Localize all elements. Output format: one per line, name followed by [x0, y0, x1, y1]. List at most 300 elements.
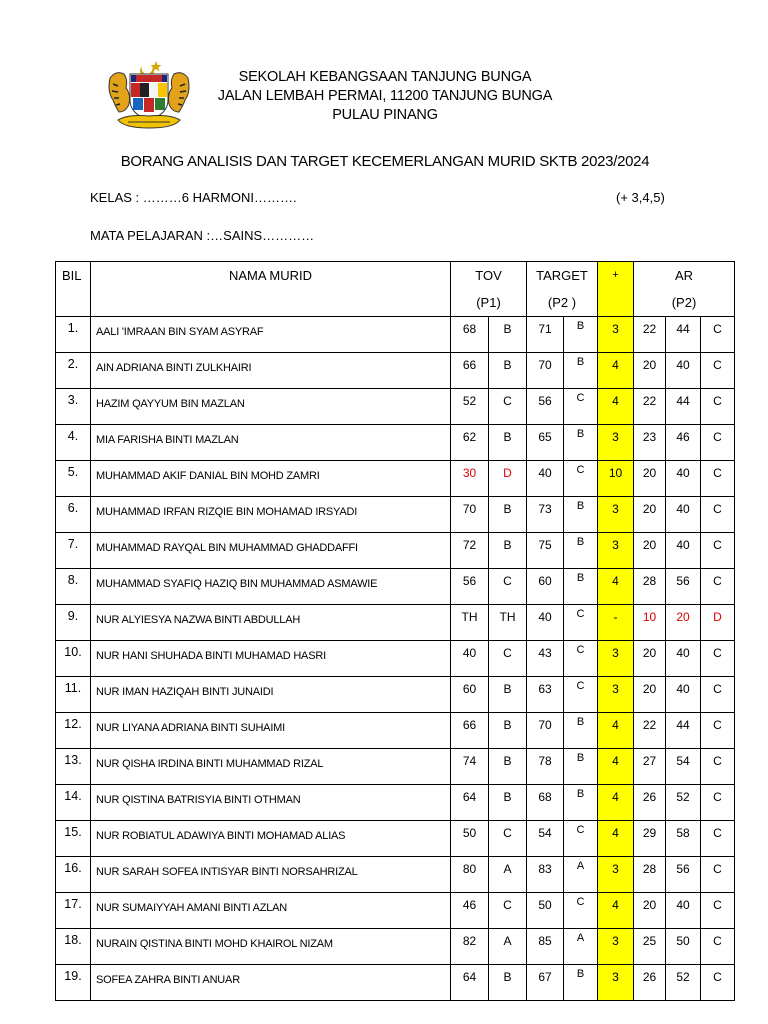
student-name-cell — [91, 893, 451, 929]
target-grade: C — [576, 896, 585, 908]
plus-increment-cell — [598, 605, 634, 641]
ar-percent-cell — [666, 749, 701, 785]
student-name: MUHAMMAD IRFAN RIZQIE BIN MOHAMAD IRSYADI — [96, 506, 358, 518]
student-name: SOFEA ZAHRA BINTI ANUAR — [96, 974, 240, 986]
row-number: 9. — [67, 609, 79, 623]
tov-mark-cell — [451, 713, 489, 749]
plus-increment-cell — [598, 965, 634, 1001]
row-number-cell — [56, 605, 91, 641]
table-row — [56, 353, 735, 389]
ar-grade: C — [713, 322, 722, 336]
ar-grade: C — [713, 970, 722, 984]
row-number: 6. — [67, 501, 79, 515]
table-row — [56, 569, 735, 605]
tov-mark: 72 — [462, 538, 477, 552]
target-grade: C — [576, 608, 585, 620]
row-number-cell — [56, 641, 91, 677]
ar-percent-cell — [666, 713, 701, 749]
ar-grade-cell — [701, 821, 735, 857]
ar-percent-cell — [666, 569, 701, 605]
student-name: HAZIM QAYYUM BIN MAZLAN — [96, 398, 245, 410]
tov-grade: B — [503, 358, 512, 372]
ar-percent-cell — [666, 641, 701, 677]
tov-mark: 74 — [462, 754, 477, 768]
target-grade: B — [576, 356, 585, 368]
ar-percent-cell — [666, 965, 701, 1001]
header-plus: + — [598, 262, 634, 317]
ar-score-cell — [634, 893, 666, 929]
row-number: 10. — [64, 645, 82, 659]
student-name-cell — [91, 821, 451, 857]
target-mark-cell — [527, 641, 564, 677]
ar-grade: C — [713, 430, 722, 444]
ar-grade: C — [713, 646, 722, 660]
target-grade: B — [576, 752, 585, 764]
ar-percent-cell — [666, 929, 701, 965]
tov-mark-cell — [451, 929, 489, 965]
table-row — [56, 461, 735, 497]
ar-grade-cell — [701, 893, 735, 929]
target-mark-cell — [527, 857, 564, 893]
ar-grade-cell — [701, 713, 735, 749]
ar-percent: 44 — [676, 718, 690, 732]
ar-percent: 50 — [676, 934, 690, 948]
ar-grade: C — [713, 718, 722, 732]
school-address: JALAN LEMBAH PERMAI, 11200 TANJUNG BUNGA — [217, 88, 553, 104]
row-number-cell — [56, 785, 91, 821]
ar-score-cell — [634, 677, 666, 713]
ar-grade: C — [713, 682, 722, 696]
target-grade-cell — [564, 929, 598, 965]
target-mark-cell — [527, 821, 564, 857]
target-mark-cell — [527, 389, 564, 425]
ar-grade: C — [713, 574, 722, 588]
ar-score-cell — [634, 353, 666, 389]
ar-score: 20 — [642, 898, 657, 912]
row-number-cell — [56, 497, 91, 533]
ar-score: 20 — [642, 538, 657, 552]
ar-score-cell — [634, 929, 666, 965]
ar-percent: 40 — [676, 502, 690, 516]
tov-mark: 80 — [462, 862, 477, 876]
class-label: KELAS : ………6 HARMONI………. — [90, 190, 297, 205]
target-mark: 40 — [538, 610, 552, 624]
row-number: 3. — [67, 393, 79, 407]
header-tov-sub: (P1) — [476, 295, 501, 310]
form-title: BORANG ANALISIS DAN TARGET KECEMERLANGAN MURID SKTB 2023/2024 — [120, 153, 650, 170]
target-grade-cell — [564, 389, 598, 425]
student-name: NUR ROBIATUL ADAWIYA BINTI MOHAMAD ALIAS — [96, 830, 346, 842]
row-number-cell — [56, 389, 91, 425]
tov-mark-cell — [451, 389, 489, 425]
target-grade: B — [576, 716, 585, 728]
row-number: 8. — [67, 573, 79, 587]
table-row — [56, 317, 735, 353]
student-name-cell — [91, 605, 451, 641]
row-number: 17. — [64, 897, 82, 911]
ar-grade: C — [713, 394, 722, 408]
tov-grade: B — [503, 718, 512, 732]
tov-grade-cell — [489, 857, 527, 893]
ar-percent-cell — [666, 425, 701, 461]
target-mark: 60 — [538, 574, 552, 588]
ar-grade-cell — [701, 749, 735, 785]
student-name-cell — [91, 317, 451, 353]
ar-grade: C — [713, 898, 722, 912]
plus-increment: 4 — [612, 358, 619, 372]
subject-label: MATA PELAJARAN :…SAINS………… — [90, 228, 315, 243]
target-grade-cell — [564, 605, 598, 641]
tov-mark-cell — [451, 641, 489, 677]
target-mark: 65 — [538, 430, 552, 444]
student-name: MUHAMMAD SYAFIQ HAZIQ BIN MUHAMMAD ASMAWIE — [96, 578, 378, 590]
ar-score-cell — [634, 461, 666, 497]
ar-score-cell — [634, 497, 666, 533]
ar-percent: 40 — [676, 682, 690, 696]
tov-grade: C — [503, 898, 512, 912]
ar-score-cell — [634, 821, 666, 857]
student-name-cell — [91, 965, 451, 1001]
plus-increment: 4 — [612, 718, 619, 732]
target-mark-cell — [527, 461, 564, 497]
tov-mark: 68 — [462, 322, 477, 336]
tov-mark: 52 — [462, 394, 477, 408]
student-name-cell — [91, 353, 451, 389]
ar-grade-cell — [701, 569, 735, 605]
tov-mark-cell — [451, 317, 489, 353]
tov-mark: 56 — [462, 574, 477, 588]
ar-score: 22 — [642, 718, 657, 732]
ar-score-cell — [634, 965, 666, 1001]
student-name: AALI 'IMRAAN BIN SYAM ASYRAF — [96, 326, 264, 338]
row-number: 14. — [64, 789, 82, 803]
target-grade-cell — [564, 749, 598, 785]
target-mark-cell — [527, 605, 564, 641]
target-mark-cell — [527, 569, 564, 605]
header-ar — [634, 262, 735, 317]
row-number: 13. — [64, 753, 82, 767]
row-number: 2. — [67, 357, 79, 371]
tov-mark-cell — [451, 605, 489, 641]
plus-increment-cell — [598, 425, 634, 461]
ar-percent: 56 — [676, 862, 690, 876]
ar-grade-cell — [701, 461, 735, 497]
ar-score-cell — [634, 533, 666, 569]
ar-grade: C — [713, 502, 722, 516]
row-number-cell — [56, 929, 91, 965]
tov-mark: 60 — [462, 682, 477, 696]
plus-increment: 3 — [612, 430, 619, 444]
header-ar-sub: (P2) — [671, 295, 697, 310]
table-row — [56, 533, 735, 569]
ar-grade-cell — [701, 497, 735, 533]
plus-increment-cell — [598, 533, 634, 569]
tov-mark-cell — [451, 533, 489, 569]
table-row — [56, 677, 735, 713]
ar-score: 23 — [642, 430, 657, 444]
ar-score: 26 — [642, 790, 657, 804]
tov-grade-cell — [489, 605, 527, 641]
ar-grade: C — [713, 358, 722, 372]
tov-grade: B — [503, 970, 512, 984]
row-number-cell — [56, 353, 91, 389]
tov-mark-cell — [451, 569, 489, 605]
ar-score-cell — [634, 425, 666, 461]
ar-score: 10 — [642, 610, 657, 624]
row-number-cell — [56, 749, 91, 785]
target-grade-cell — [564, 785, 598, 821]
target-grade-cell — [564, 353, 598, 389]
student-name: NUR SARAH SOFEA INTISYAR BINTI NORSAHRIZAL — [96, 866, 358, 878]
target-grade: B — [576, 788, 585, 800]
plus-increment: - — [613, 610, 618, 624]
student-name: MUHAMMAD RAYQAL BIN MUHAMMAD GHADDAFFI — [96, 542, 358, 554]
target-grade: C — [576, 824, 585, 836]
ar-percent-cell — [666, 389, 701, 425]
row-number-cell — [56, 821, 91, 857]
plus-increment-cell — [598, 677, 634, 713]
ar-score: 20 — [642, 502, 657, 516]
target-mark: 56 — [538, 394, 552, 408]
ar-score: 22 — [642, 394, 657, 408]
tov-grade-cell — [489, 713, 527, 749]
ar-percent: 56 — [676, 574, 690, 588]
header-target-sub: (P2 ) — [547, 295, 577, 310]
table-row — [56, 893, 735, 929]
ar-percent: 44 — [676, 394, 690, 408]
target-mark: 67 — [538, 970, 552, 984]
row-number-cell — [56, 677, 91, 713]
target-mark: 70 — [538, 358, 552, 372]
student-name: NUR QISHA IRDINA BINTI MUHAMMAD RIZAL — [96, 758, 324, 770]
target-mark: 54 — [538, 826, 552, 840]
tov-grade: B — [503, 790, 512, 804]
ar-percent: 44 — [676, 322, 690, 336]
student-name: AIN ADRIANA BINTI ZULKHAIRI — [96, 362, 252, 374]
target-grade: C — [576, 644, 585, 656]
ar-score: 26 — [642, 970, 657, 984]
ar-percent-cell — [666, 785, 701, 821]
student-analysis-table — [55, 261, 735, 1001]
target-mark-cell — [527, 785, 564, 821]
ar-score: 20 — [642, 358, 657, 372]
table-header-row — [56, 262, 735, 317]
ar-percent: 52 — [676, 790, 690, 804]
tov-mark-cell — [451, 353, 489, 389]
ar-score-cell — [634, 569, 666, 605]
target-mark-cell — [527, 677, 564, 713]
ar-grade: C — [713, 466, 722, 480]
tov-mark: 66 — [462, 358, 477, 372]
tov-mark-cell — [451, 497, 489, 533]
row-number-cell — [56, 893, 91, 929]
tov-grade: B — [503, 754, 512, 768]
target-mark: 40 — [538, 466, 552, 480]
tov-mark: 66 — [462, 718, 477, 732]
school-state: PULAU PINANG — [332, 107, 438, 123]
ar-score: 20 — [642, 466, 657, 480]
target-mark: 75 — [538, 538, 552, 552]
target-grade: B — [576, 500, 585, 512]
plus-increment-cell — [598, 389, 634, 425]
ar-grade-cell — [701, 533, 735, 569]
table-row — [56, 605, 735, 641]
tov-grade-cell — [489, 929, 527, 965]
target-mark: 85 — [538, 934, 552, 948]
target-grade-cell — [564, 569, 598, 605]
ar-score-cell — [634, 389, 666, 425]
tov-grade-cell — [489, 533, 527, 569]
tov-grade: C — [503, 646, 512, 660]
tov-mark-cell — [451, 677, 489, 713]
ar-grade-cell — [701, 857, 735, 893]
target-mark-cell — [527, 749, 564, 785]
ar-grade: D — [713, 610, 722, 624]
plus-increment: 3 — [612, 322, 619, 336]
ar-grade: C — [713, 862, 722, 876]
row-number-cell — [56, 317, 91, 353]
target-grade: C — [576, 680, 585, 692]
student-name-cell — [91, 533, 451, 569]
plus-increment: 3 — [612, 646, 619, 660]
target-grade: C — [576, 392, 585, 404]
tov-grade: B — [503, 538, 512, 552]
ar-percent: 20 — [676, 610, 690, 624]
tov-grade: B — [503, 322, 512, 336]
plus-increment-cell — [598, 785, 634, 821]
row-number: 15. — [64, 825, 82, 839]
ar-grade-cell — [701, 929, 735, 965]
plus-increment-cell — [598, 857, 634, 893]
plus-increment: 3 — [612, 538, 619, 552]
target-grade: B — [576, 320, 585, 332]
plus-increment: 4 — [612, 754, 619, 768]
row-number-cell — [56, 533, 91, 569]
row-number-cell — [56, 965, 91, 1001]
tov-grade: B — [503, 502, 512, 516]
plus-increment-cell — [598, 749, 634, 785]
tov-grade-cell — [489, 893, 527, 929]
ar-score-cell — [634, 785, 666, 821]
ar-percent: 40 — [676, 538, 690, 552]
tov-mark-cell — [451, 893, 489, 929]
ar-percent: 58 — [676, 826, 690, 840]
ar-percent-cell — [666, 605, 701, 641]
table-row — [56, 641, 735, 677]
plus-increment-cell — [598, 713, 634, 749]
header-tov-label: TOV — [475, 268, 502, 283]
ar-score-cell — [634, 713, 666, 749]
ar-grade-cell — [701, 965, 735, 1001]
plus-increment: 4 — [612, 826, 619, 840]
target-grade-cell — [564, 713, 598, 749]
header-nama-murid: NAMA MURID — [91, 262, 451, 317]
tov-mark-cell — [451, 821, 489, 857]
tov-grade-cell — [489, 389, 527, 425]
row-number: 12. — [64, 717, 82, 731]
ar-percent: 40 — [676, 466, 690, 480]
plus-increment-cell — [598, 461, 634, 497]
student-name-cell — [91, 749, 451, 785]
target-mark-cell — [527, 425, 564, 461]
plus-increment: 3 — [612, 970, 619, 984]
ar-percent: 52 — [676, 970, 690, 984]
tov-grade: D — [503, 466, 512, 480]
row-number: 4. — [67, 429, 79, 443]
tov-grade-cell — [489, 425, 527, 461]
target-grade: A — [576, 932, 585, 944]
ar-score-cell — [634, 749, 666, 785]
header-target — [527, 262, 598, 317]
plus-increment-cell — [598, 929, 634, 965]
row-number-cell — [56, 857, 91, 893]
target-mark-cell — [527, 893, 564, 929]
plus-increment-cell — [598, 569, 634, 605]
school-header — [160, 68, 610, 125]
ar-percent: 40 — [676, 898, 690, 912]
tov-grade: B — [503, 682, 512, 696]
tov-grade: C — [503, 826, 512, 840]
target-grade-cell — [564, 677, 598, 713]
ar-score: 28 — [642, 862, 657, 876]
ar-grade-cell — [701, 677, 735, 713]
ar-grade: C — [713, 826, 722, 840]
plus-increment-cell — [598, 353, 634, 389]
ar-percent: 46 — [676, 430, 690, 444]
student-name: NURAIN QISTINA BINTI MOHD KHAIROL NIZAM — [96, 938, 333, 950]
row-number: 11. — [64, 681, 82, 695]
ar-grade-cell — [701, 785, 735, 821]
target-mark: 63 — [538, 682, 552, 696]
ar-percent-cell — [666, 677, 701, 713]
ar-score-cell — [634, 317, 666, 353]
student-name: NUR ALYIESYA NAZWA BINTI ABDULLAH — [96, 614, 301, 626]
student-name: NUR LIYANA ADRIANA BINTI SUHAIMI — [96, 722, 285, 734]
ar-score: 29 — [642, 826, 657, 840]
ar-grade-cell — [701, 317, 735, 353]
tov-grade: C — [503, 394, 512, 408]
header-ar-label: AR — [674, 268, 694, 283]
tov-grade-cell — [489, 785, 527, 821]
tov-mark: 62 — [462, 430, 477, 444]
target-grade: B — [576, 968, 585, 980]
plus-increment: 3 — [612, 934, 619, 948]
tov-mark-cell — [451, 749, 489, 785]
ar-grade: C — [713, 790, 722, 804]
ar-score: 20 — [642, 646, 657, 660]
target-grade-cell — [564, 461, 598, 497]
student-name-cell — [91, 569, 451, 605]
row-number-cell — [56, 569, 91, 605]
ar-grade-cell — [701, 425, 735, 461]
target-grade-cell — [564, 497, 598, 533]
tov-grade: A — [503, 934, 512, 948]
target-mark-cell — [527, 317, 564, 353]
target-mark: 70 — [538, 718, 552, 732]
plus-increment: 4 — [612, 394, 619, 408]
plus-increment-cell — [598, 893, 634, 929]
tov-grade: B — [503, 430, 512, 444]
table-row — [56, 965, 735, 1001]
header-target-label: TARGET — [536, 268, 588, 283]
student-name-cell — [91, 713, 451, 749]
target-mark: 73 — [538, 502, 552, 516]
tov-mark: TH — [461, 610, 478, 624]
ar-percent-cell — [666, 893, 701, 929]
student-name-cell — [91, 497, 451, 533]
ar-score: 28 — [642, 574, 657, 588]
target-grade-cell — [564, 965, 598, 1001]
